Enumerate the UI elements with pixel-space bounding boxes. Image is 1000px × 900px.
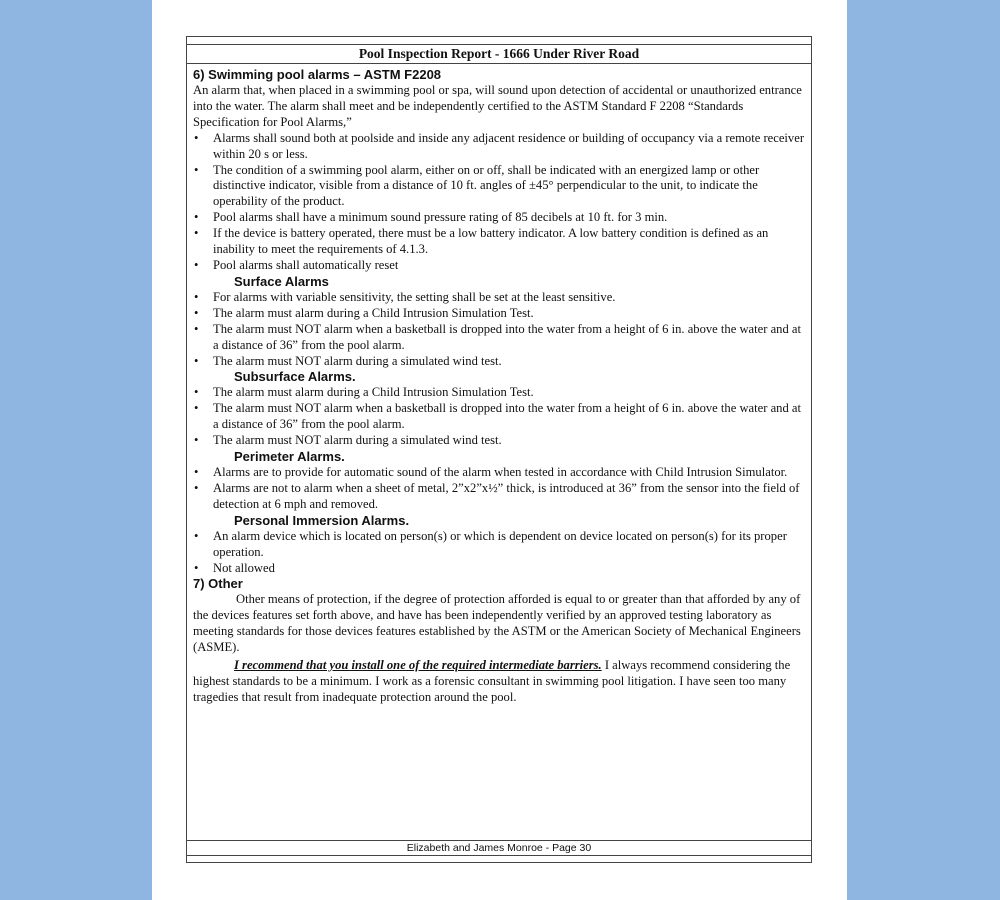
list-item: • An alarm device which is located on person(s) or which is dependent on device located on person(s) for its proper operation.	[193, 529, 807, 561]
list-item: • The alarm must NOT alarm during a simulated wind test.	[193, 354, 807, 370]
list-item: • Alarms shall sound both at poolside and inside any adjacent residence or building of occupancy via a remote receiver within 20 s or less.	[193, 131, 807, 163]
report-header: Pool Inspection Report - 1666 Under River Road	[187, 44, 811, 64]
list-item: • Pool alarms shall have a minimum sound pressure rating of 85 decibels at 10 ft. for 3 min.	[193, 210, 807, 226]
page-footer: Elizabeth and James Monroe - Page 30	[187, 840, 811, 856]
list-item: • Pool alarms shall automatically reset	[193, 258, 807, 274]
personal-immersion-alarms-heading: Personal Immersion Alarms.	[234, 512, 410, 528]
list-item: • Alarms are to provide for automatic sound of the alarm when tested in accordance with Child Intrusion Simulator.	[193, 465, 807, 481]
page-frame	[186, 36, 812, 863]
list-item: • Not allowed	[193, 561, 807, 577]
surface-alarms-heading: Surface Alarms	[234, 273, 329, 289]
recommendation-paragraph	[193, 658, 807, 706]
list-item: • The alarm must NOT alarm when a basketball is dropped into the water from a height of 6 in. above the water and at a distance of 36” from the pool alarm.	[193, 322, 807, 354]
perimeter-alarms-list	[193, 465, 807, 513]
list-item: • The alarm must alarm during a Child Intrusion Simulation Test.	[193, 306, 807, 322]
section-7-paragraph: Other means of protection, if the degree of protection afforded is equal to or greater than that afforded by any of the devices features set forth above, and have has been independently verified by an approved testing laboratory as meeting standards for those devices features established by the ASTM or the American Society of Mechanical Engineers (ASME).	[193, 592, 801, 655]
subsurface-alarms-heading: Subsurface Alarms.	[234, 369, 356, 385]
recommendation-emphasis: I recommend that you install one of the required intermediate barriers.	[234, 658, 602, 673]
section-6-heading: 6) Swimming pool alarms – ASTM F2208	[193, 67, 442, 82]
list-item: • The condition of a swimming pool alarm, either on or off, shall be indicated with an energized lamp or other distinctive indicator, visible from a distance of 10 ft. angles of ±45° perpendicular to the unit, to indicate the operability of the product.	[193, 163, 807, 211]
perimeter-alarms-heading: Perimeter Alarms.	[234, 449, 345, 465]
list-item: • For alarms with variable sensitivity, the setting shall be set at the least sensitive.	[193, 290, 807, 306]
list-item: • Alarms are not to alarm when a sheet of metal, 2”x2”x½” thick, is introduced at 36” from the sensor into the field of detection at 6 mph and removed.	[193, 481, 807, 513]
alarm-requirements-list	[193, 131, 807, 274]
personal-immersion-alarms-list	[193, 529, 807, 577]
section-6-intro: An alarm that, when placed in a swimming pool or spa, will sound upon detection of accidental or unauthorized entrance into the water. The alarm shall meet and be independently certified to the ASTM Standard F 2208 “Standards Specification for Pool Alarms,”	[193, 83, 802, 129]
list-item: • The alarm must NOT alarm during a simulated wind test.	[193, 433, 807, 449]
subsurface-alarms-list	[193, 385, 807, 449]
list-item: • The alarm must NOT alarm when a basketball is dropped into the water from a height of 6 in. above the water and at a distance of 36” from the pool alarm.	[193, 401, 807, 433]
document-page	[152, 0, 847, 900]
recommendation-text: I always recommend considering the highest standards to be a minimum. I work as a forensic consultant in swimming pool litigation. I have seen too many tragedies that result from inadequate protection around the pool.	[193, 658, 791, 704]
list-item: • If the device is battery operated, there must be a low battery indicator. A low battery condition is defined as an inability to meet the requirements of 4.1.3.	[193, 226, 807, 258]
list-item: • The alarm must alarm during a Child Intrusion Simulation Test.	[193, 385, 807, 401]
page-content	[193, 67, 807, 706]
section-7-heading: 7) Other	[193, 576, 243, 592]
surface-alarms-list	[193, 290, 807, 370]
